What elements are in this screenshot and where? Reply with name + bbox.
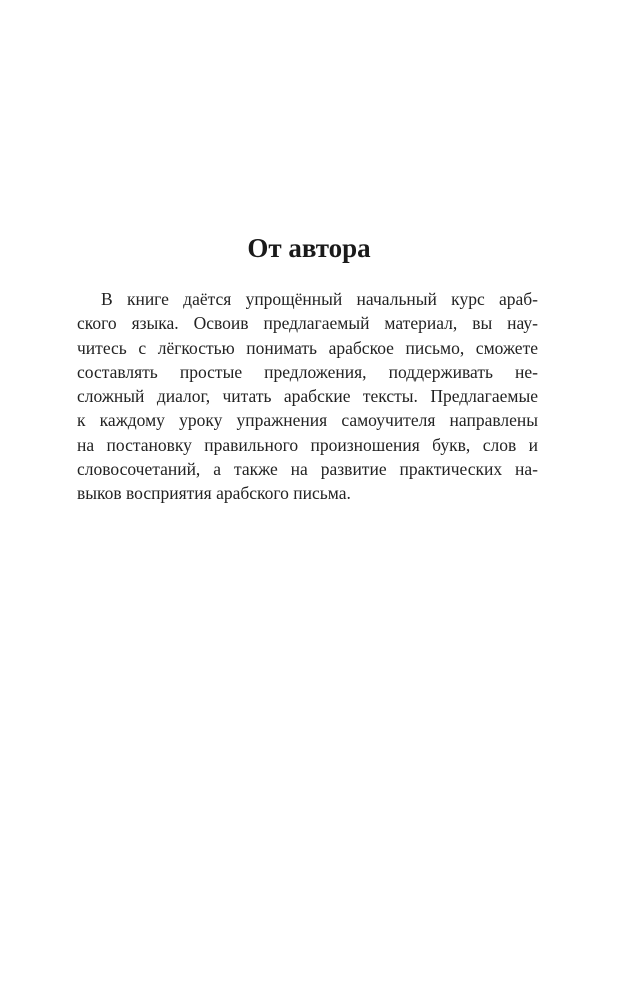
paragraph-line: ского языка. Освоив предлагаемый материал, вы нау- (77, 313, 538, 334)
paragraph-line: В книге даётся упрощённый начальный курс араб- (101, 289, 538, 309)
paragraph-line: выков восприятия арабского письма. (77, 483, 351, 504)
paragraph-line: словосочетаний, а также на развитие практических на- (77, 459, 538, 480)
paragraph (77, 287, 538, 506)
paragraph-line: к каждому уроку упражнения самоучителя направлены (77, 410, 538, 431)
paragraph-line: читесь с лёгкостью понимать арабское письмо, сможете (77, 337, 538, 358)
paragraph-line: сложный диалог, читать арабские тексты. Предлагаемые (77, 386, 538, 407)
page-title: От автора (247, 233, 371, 263)
paragraph-line: на постановку правильного произношения букв, слов и (77, 434, 538, 455)
paragraph-line: составлять простые предложения, поддерживать не- (77, 361, 538, 382)
